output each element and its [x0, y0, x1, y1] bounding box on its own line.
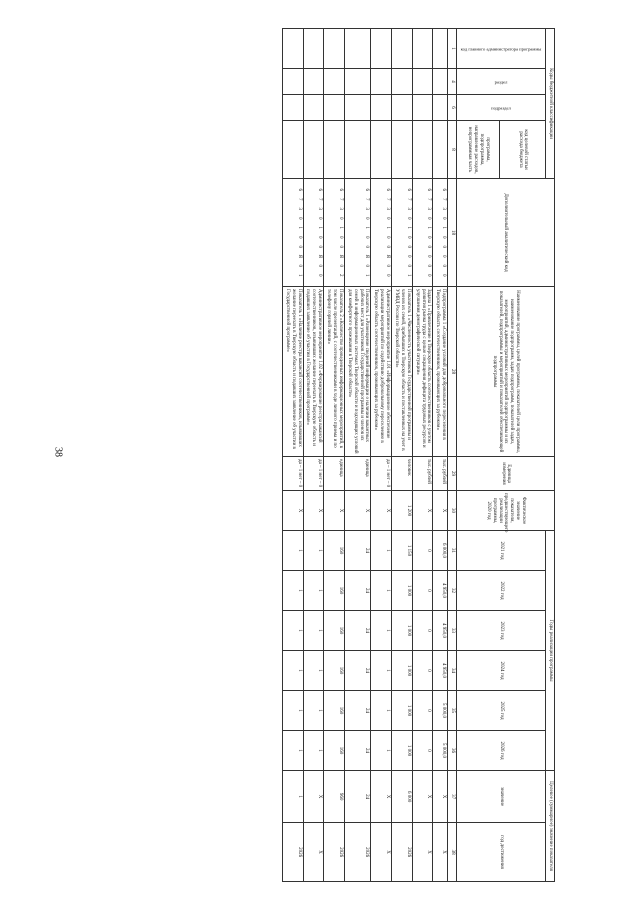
- analytic-code-digit: 0: [364, 236, 370, 239]
- row-year-value: 24: [344, 731, 371, 771]
- row-year-value: 1: [371, 651, 392, 691]
- row-year-value: 1: [303, 731, 324, 771]
- analytic-code-digit: 0: [296, 245, 302, 249]
- row-name: Показатель 1 «Наличие реестра вакансий соотечественников, изъявивших желание переехать в Тверскую область и подавших заявление об участии в Государственной программе»: [282, 287, 303, 457]
- analytic-code-digit: 1: [426, 226, 432, 230]
- analytic-code-digit: 7: [317, 198, 323, 201]
- analytic-code-digit: 3: [385, 207, 391, 211]
- year-2023-header: 2023 год: [457, 611, 546, 651]
- analytic-code-digit: Я: [364, 254, 370, 258]
- table-body: [282, 29, 447, 882]
- row-target-value: X: [303, 771, 324, 823]
- column-number: 35: [448, 691, 457, 731]
- analytic-code: [344, 179, 371, 287]
- fact-column-header: Фактическое значение показателя, предшествующего реализации программы, 2020 год: [457, 491, 555, 531]
- analytic-code: [303, 179, 324, 287]
- analytic-code-digit: 1: [405, 226, 411, 230]
- column-number: 28: [448, 287, 457, 457]
- row-fact-value: X: [412, 491, 433, 531]
- row-target-value: X: [371, 771, 392, 823]
- table-row: [392, 29, 413, 882]
- row-year-value: 1: [371, 611, 392, 651]
- analytic-code-digit: 0: [441, 274, 447, 277]
- analytic-code-digit: 1: [296, 274, 302, 277]
- row-target-value: 6 000: [392, 771, 413, 823]
- analytic-codes-header: Дополнительный аналитический код: [457, 179, 555, 287]
- row-name: Задача 1 «Привлечение в Тверскую область соотечественников с учетом развития рынка труда с целью сокращения дефицита трудовых ресурсов и улучшения демографической ситуации»: [412, 287, 433, 457]
- row-target-year: 2026: [344, 823, 371, 882]
- row-name: Административное мероприятие 1.01 «Информационное обеспечение реализации мероприятий по содействию добровольному переселению в Тверскую область соотечественников, проживающих за рубежом»: [371, 287, 392, 457]
- row-year-value: 160: [324, 691, 345, 731]
- row-year-value: 24: [344, 691, 371, 731]
- empty-budget-code-cell: [344, 69, 371, 95]
- analytic-code-digit: 0: [405, 236, 411, 239]
- row-year-value: 1 000: [392, 651, 413, 691]
- page-number: 38: [52, 447, 64, 457]
- row-unit: единица: [324, 457, 345, 491]
- row-year-value: 1: [303, 531, 324, 571]
- empty-budget-code-cell: [324, 121, 345, 179]
- analytic-code-digit: 3: [441, 207, 447, 211]
- empty-budget-code-cell: [392, 121, 413, 179]
- row-year-value: 0: [412, 691, 433, 731]
- analytic-code-digit: 0: [385, 245, 391, 249]
- analytic-code-digit: 0: [426, 255, 432, 258]
- empty-budget-code-cell: [412, 121, 433, 179]
- analytic-code-digit: 1: [385, 226, 391, 230]
- row-unit: да – 1 нет – 0: [282, 457, 303, 491]
- row-year-value: 0: [412, 651, 433, 691]
- row-target-value: 1: [282, 771, 303, 823]
- row-fact-value: X: [344, 491, 371, 531]
- row-target-value: X: [433, 771, 448, 823]
- empty-budget-code-cell: [433, 69, 448, 95]
- analytic-code-digit: 0: [441, 245, 447, 249]
- analytic-code: [412, 179, 433, 287]
- analytic-code-digit: 0: [364, 217, 370, 220]
- row-year-value: 1 000: [392, 691, 413, 731]
- analytic-code-digit: Я: [337, 254, 343, 258]
- row-year-value: 1: [303, 611, 324, 651]
- empty-budget-code-cell: [371, 95, 392, 121]
- analytic-code-digit: 0: [337, 264, 343, 268]
- analytic-code-digit: 0: [426, 217, 432, 220]
- table-row: [324, 29, 345, 882]
- row-year-value: 0: [412, 731, 433, 771]
- analytic-code-digit: 7: [441, 198, 447, 201]
- table-row: [412, 29, 433, 882]
- analytic-code-digit: 1: [317, 226, 323, 230]
- year-2025-header: 2025 год: [457, 691, 546, 731]
- row-unit: да – 1 нет – 0: [303, 457, 324, 491]
- row-year-value: 24: [344, 571, 371, 611]
- target-article-subheaders: программа, подпрограмма, направление расходов, непрограммная часть: [457, 121, 500, 179]
- analytic-code-digit: 3: [405, 207, 411, 211]
- empty-budget-code-cell: [371, 121, 392, 179]
- analytic-code: [371, 179, 392, 287]
- empty-budget-code-cell: [303, 121, 324, 179]
- row-year-value: 1: [282, 611, 303, 651]
- analytic-code-digit: 3: [426, 207, 432, 211]
- table-row: [371, 29, 392, 882]
- analytic-code-digit: 0: [441, 217, 447, 220]
- target-value-header: значение: [457, 771, 546, 823]
- analytic-code-digit: 7: [296, 198, 302, 201]
- analytic-code-digit: 1: [364, 226, 370, 230]
- analytic-code-digit: 0: [426, 236, 432, 239]
- row-target-value: 24: [344, 771, 371, 823]
- analytic-code-digit: 0: [317, 264, 323, 268]
- row-unit: да – 1 нет – 0: [371, 457, 392, 491]
- empty-budget-code-cell: [371, 69, 392, 95]
- empty-budget-code-cell: [344, 121, 371, 179]
- row-year-value: 160: [324, 731, 345, 771]
- row-fact-value: X: [433, 491, 448, 531]
- analytic-code-digit: 3: [296, 207, 302, 211]
- column-number: 36: [448, 731, 457, 771]
- analytic-code-digit: 0: [337, 236, 343, 239]
- row-unit: тыс. рублей: [433, 457, 448, 491]
- analytic-code-digit: 3: [337, 207, 343, 211]
- table-row: [433, 29, 448, 882]
- row-year-value: 1: [371, 571, 392, 611]
- target-group-header: Целевое (суммарное) значение показателя: [546, 771, 555, 882]
- analytic-code-digit: 0: [385, 274, 391, 277]
- razdel-header: раздел: [457, 69, 546, 95]
- analytic-code-digit: 0: [405, 255, 411, 258]
- row-unit: единица: [344, 457, 371, 491]
- year-2024-header: 2024 год: [457, 651, 546, 691]
- analytic-code-digit: 1: [364, 274, 370, 277]
- empty-budget-code-cell: [324, 69, 345, 95]
- analytic-code-digit: 7: [337, 198, 343, 201]
- column-number: 6: [448, 95, 457, 121]
- row-target-value: X: [412, 771, 433, 823]
- row-year-value: 4 950,0: [433, 651, 448, 691]
- empty-budget-code-cell: [282, 69, 303, 95]
- analytic-code-digit: Я: [317, 254, 323, 258]
- analytic-code-digit: Я: [296, 254, 302, 258]
- row-year-value: 1: [303, 691, 324, 731]
- analytic-code-digit: 6: [385, 188, 391, 192]
- analytic-code-digit: 7: [426, 198, 432, 201]
- analytic-code-digit: 0: [364, 245, 370, 249]
- analytic-code-digit: 0: [426, 245, 432, 249]
- analytic-code-digit: 6: [441, 188, 447, 192]
- row-target-year: 2026: [392, 823, 413, 882]
- row-target-year: 2026: [324, 823, 345, 882]
- row-year-value: 160: [324, 531, 345, 571]
- target-article-header: код целевой статьи расхода бюджета: [500, 121, 546, 179]
- year-2026-header: 2026 год: [457, 731, 546, 771]
- analytic-code-digit: 0: [296, 217, 302, 220]
- column-number: 4: [448, 69, 457, 95]
- analytic-code-digit: 0: [317, 245, 323, 249]
- column-number: 29: [448, 457, 457, 491]
- row-unit: тыс. рублей: [412, 457, 433, 491]
- year-2022-header: 2022 год: [457, 571, 546, 611]
- analytic-code-digit: 0: [441, 236, 447, 239]
- row-fact-value: X: [324, 491, 345, 531]
- row-year-value: 1 000: [392, 731, 413, 771]
- analytic-code-digit: 1: [441, 226, 447, 230]
- analytic-code-digit: 6: [296, 188, 302, 192]
- analytic-code-digit: 0: [385, 217, 391, 220]
- analytic-code-digit: 0: [405, 217, 411, 220]
- row-year-value: 1: [303, 571, 324, 611]
- analytic-code-digit: 0: [317, 217, 323, 220]
- analytic-code-digit: 0: [364, 264, 370, 268]
- analytic-code: [433, 179, 448, 287]
- analytic-code-digit: 0: [296, 236, 302, 239]
- row-year-value: 1: [282, 531, 303, 571]
- row-year-value: 6 000,0: [433, 531, 448, 571]
- column-number: 31: [448, 531, 457, 571]
- analytic-code: [282, 179, 303, 287]
- analytic-code-digit: 3: [317, 207, 323, 211]
- table-row: [344, 29, 371, 882]
- analytic-code-digit: 0: [441, 255, 447, 258]
- empty-budget-code-cell: [412, 95, 433, 121]
- target-year-header: год достижения: [457, 823, 546, 882]
- empty-budget-code-cell: [433, 95, 448, 121]
- row-name: Административное мероприятие 1.02 «Формирование реестра вакансий соотечественников, изъявивших желание переехать в Тверскую область и подавших заявление об участии в Государственной программе»: [303, 287, 324, 457]
- row-year-value: 24: [344, 531, 371, 571]
- analytic-code-digit: 6: [337, 188, 343, 192]
- analytic-code-digit: 0: [426, 264, 432, 268]
- empty-budget-code-cell: [392, 29, 413, 69]
- row-name: Показатель 2 «Количество проведенных информационных мероприятий, в том числе презентаций, с соотечественниками в ходе личного приема и по телефону горячей линии»: [324, 287, 345, 457]
- row-year-value: 1: [303, 651, 324, 691]
- row-year-value: 0: [412, 611, 433, 651]
- row-name: Показатель 1 «Численность участников Государственной программы и членов их семей, прибывших в Тверскую область и поставленных на учет в УМВД России по Тверской области»: [392, 287, 413, 457]
- empty-budget-code-cell: [412, 69, 433, 95]
- analytic-code-digit: 0: [337, 245, 343, 249]
- analytic-code-digit: 0: [405, 264, 411, 268]
- analytic-code-digit: 6: [364, 188, 370, 192]
- admin-code-header: код главного администратора программы: [457, 29, 546, 69]
- analytic-code-digit: 0: [385, 264, 391, 268]
- analytic-code-digit: 0: [296, 264, 302, 268]
- row-name: Подпрограмма 1 «Создание условий для добровольного переселения в Тверскую область соотечественников, проживающих за рубежом»: [433, 287, 448, 457]
- analytic-code-digit: 0: [317, 236, 323, 239]
- analytic-code-digit: 0: [337, 217, 343, 220]
- analytic-code-digit: 1: [337, 226, 343, 230]
- year-2021-header: 2021 год: [457, 531, 546, 571]
- row-target-year: X: [412, 823, 433, 882]
- row-year-value: 4 950,0: [433, 571, 448, 611]
- empty-budget-code-cell: [371, 29, 392, 69]
- column-number: 34: [448, 651, 457, 691]
- empty-budget-code-cell: [324, 29, 345, 69]
- analytic-code-digit: 0: [441, 264, 447, 268]
- analytic-code-digit: 1: [296, 226, 302, 230]
- analytic-code-digit: 7: [364, 198, 370, 201]
- row-year-value: 1: [282, 571, 303, 611]
- empty-budget-code-cell: [303, 69, 324, 95]
- column-number: 18: [448, 179, 457, 287]
- row-year-value: 160: [324, 571, 345, 611]
- row-year-value: 5 000,0: [433, 731, 448, 771]
- row-year-value: 4 950,0: [433, 611, 448, 651]
- row-year-value: 0: [412, 571, 433, 611]
- row-year-value: 1: [282, 651, 303, 691]
- row-year-value: 0: [412, 531, 433, 571]
- empty-budget-code-cell: [392, 69, 413, 95]
- row-year-value: 160: [324, 611, 345, 651]
- analytic-code: [324, 179, 345, 287]
- row-year-value: 1 000: [392, 611, 413, 651]
- row-name: Показатель 1 «Размещение сведений информации о наличии вакантных рабочих мест для участников Государственной программы и членов их семей в информационных системах Тверской области и подходящих условий для комфортного проживания в Тверской области»: [344, 287, 371, 457]
- analytic-code-digit: 0: [317, 274, 323, 277]
- row-year-value: 1 000: [392, 571, 413, 611]
- row-year-value: 24: [344, 611, 371, 651]
- row-year-value: 160: [324, 651, 345, 691]
- empty-budget-code-cell: [392, 95, 413, 121]
- row-year-value: 1: [371, 731, 392, 771]
- row-year-value: 5 000,0: [433, 691, 448, 731]
- analytic-code-digit: 6: [405, 188, 411, 192]
- empty-budget-code-cell: [282, 95, 303, 121]
- row-year-value: 1: [282, 731, 303, 771]
- years-group-header: Годы реализации программы: [546, 531, 555, 771]
- row-target-year: X: [433, 823, 448, 882]
- row-fact-value: X: [371, 491, 392, 531]
- analytic-code-digit: 1: [405, 274, 411, 277]
- empty-budget-code-cell: [433, 121, 448, 179]
- rotated-page: [100, 28, 555, 881]
- column-number: 1: [448, 29, 457, 69]
- row-target-year: 2026: [282, 823, 303, 882]
- analytic-code-digit: 7: [385, 198, 391, 201]
- table-row: [303, 29, 324, 882]
- analytic-code-digit: 6: [317, 188, 323, 192]
- analytic-code: [392, 179, 413, 287]
- empty-budget-code-cell: [433, 29, 448, 69]
- analytic-code-digit: 2: [337, 274, 343, 277]
- row-target-year: X: [371, 823, 392, 882]
- empty-budget-code-cell: [324, 95, 345, 121]
- analytic-code-digit: 0: [426, 274, 432, 277]
- empty-budget-code-cell: [344, 29, 371, 69]
- analytic-code-digit: 3: [364, 207, 370, 211]
- column-number: 37: [448, 771, 457, 823]
- podrazdel-header: подраздел: [457, 95, 546, 121]
- row-fact-value: 1 200: [392, 491, 413, 531]
- column-number: 33: [448, 611, 457, 651]
- row-year-value: 1: [371, 691, 392, 731]
- empty-budget-code-cell: [412, 29, 433, 69]
- empty-budget-code-cell: [282, 121, 303, 179]
- budget-codes-header: Коды бюджетной классификации: [546, 29, 555, 179]
- analytic-code-digit: 0: [405, 245, 411, 249]
- row-year-value: 1: [282, 691, 303, 731]
- row-unit: человек: [392, 457, 413, 491]
- row-target-year: X: [303, 823, 324, 882]
- column-number: 8: [448, 121, 457, 179]
- row-year-value: 1 150: [392, 531, 413, 571]
- program-table: [282, 28, 555, 882]
- name-column-header: Наименование программы, целей программы, показателей цели программы, наименование подпрограмм, задач подпрограмм, показателей задач, мероприятий, административных мероприятий подпрограммы и их показателей, подпрограммы и мероприятий и показателей обеспечивающей подпрограммы: [457, 287, 555, 457]
- table-row: [282, 29, 303, 882]
- row-target-value: 960: [324, 771, 345, 823]
- unit-column-header: Единица измерения: [457, 457, 555, 491]
- analytic-code-digit: 0: [385, 236, 391, 239]
- column-number: 38: [448, 823, 457, 882]
- empty-budget-code-cell: [344, 95, 371, 121]
- empty-budget-code-cell: [282, 29, 303, 69]
- analytic-code-digit: 7: [405, 198, 411, 201]
- analytic-code-digit: Я: [385, 254, 391, 258]
- analytic-code-digit: 6: [426, 188, 432, 192]
- row-year-value: 1: [371, 531, 392, 571]
- empty-budget-code-cell: [303, 95, 324, 121]
- column-number: 32: [448, 571, 457, 611]
- column-number: 30: [448, 491, 457, 531]
- empty-budget-code-cell: [303, 29, 324, 69]
- row-year-value: 24: [344, 651, 371, 691]
- row-fact-value: X: [282, 491, 303, 531]
- row-fact-value: X: [303, 491, 324, 531]
